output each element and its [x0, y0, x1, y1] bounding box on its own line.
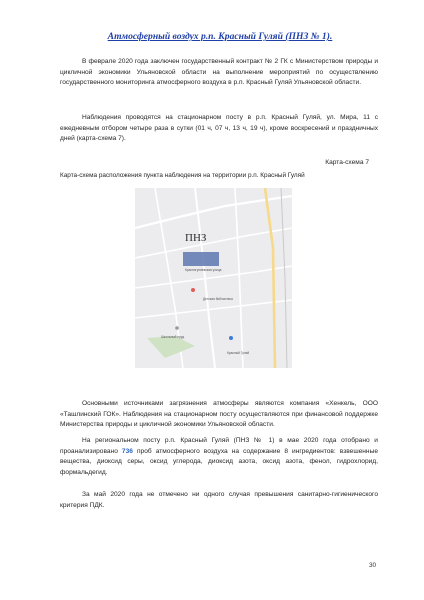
paragraph-pollution-sources: Основными источниками загрязнения атмосферы являются компания «Хенкель, ООО «Ташлинский ГОК». Наблюдения на стационарном посту осуществляются при финансовой поддержке Министерства природы и цикличной экономики Ульяновской области.	[60, 400, 378, 429]
paragraph-samples	[60, 436, 378, 478]
paragraph-contract: В феврале 2020 года заключен государственный контракт № 2 ГК с Министерством природы и цикличной экономики Ульяновской области на выполнение мероприятий по осуществлению государственного мониторинга атмосферного воздуха в р.п. Красный Гуляй Ульяновской области.	[60, 58, 378, 87]
pnz-marker	[183, 252, 219, 266]
map-label-street: Красногуляевская улица	[185, 268, 222, 272]
map-scheme-number: Карта-схема 7	[325, 159, 369, 166]
map-label-library: Детская библиотека	[203, 297, 233, 301]
map-streets	[135, 188, 292, 368]
map-label-station: Красный Гуляй	[227, 351, 250, 355]
pnz-label: ПНЗ	[185, 232, 207, 244]
samples-count: 736	[121, 447, 133, 455]
paragraph-observations: Наблюдения проводятся на стационарном посту в р.п. Красный Гуляй, ул. Мира, 11 с ежедневным отбором четыре раза в сутки (01 ч, 07 ч, 13 ч, 19 ч), кроме воскресений и праздничных дней (карта-схема 7).	[60, 114, 378, 143]
map-label-pond: Школьный пруд	[161, 335, 185, 339]
samples-text-start: На региональном посту р.п. Красный Гуляй (ПНЗ № 1) в мае 2020 года отобрано и проанализировано	[60, 437, 378, 455]
paragraph-conclusion: За май 2020 года не отмечено ни одного случая превышения санитарно-гигиенического критерия ПДК.	[60, 491, 378, 509]
map-caption: Карта-схема расположения пункта наблюдения на территории р.п. Красный Гуляй	[60, 172, 305, 179]
page-title: Атмосферный воздух р.п. Красный Гуляй (ПНЗ № 1).	[107, 31, 333, 42]
samples-text-end: проб атмосферного воздуха на содержание 8 ингредиентов: взвешенные вещества, диоксид серы, оксид углерода, диоксид азота, оксид азота, фенол, гидрохлорид, формальдегид.	[60, 447, 378, 476]
location-map	[135, 188, 292, 368]
page-number: 30	[369, 562, 377, 569]
